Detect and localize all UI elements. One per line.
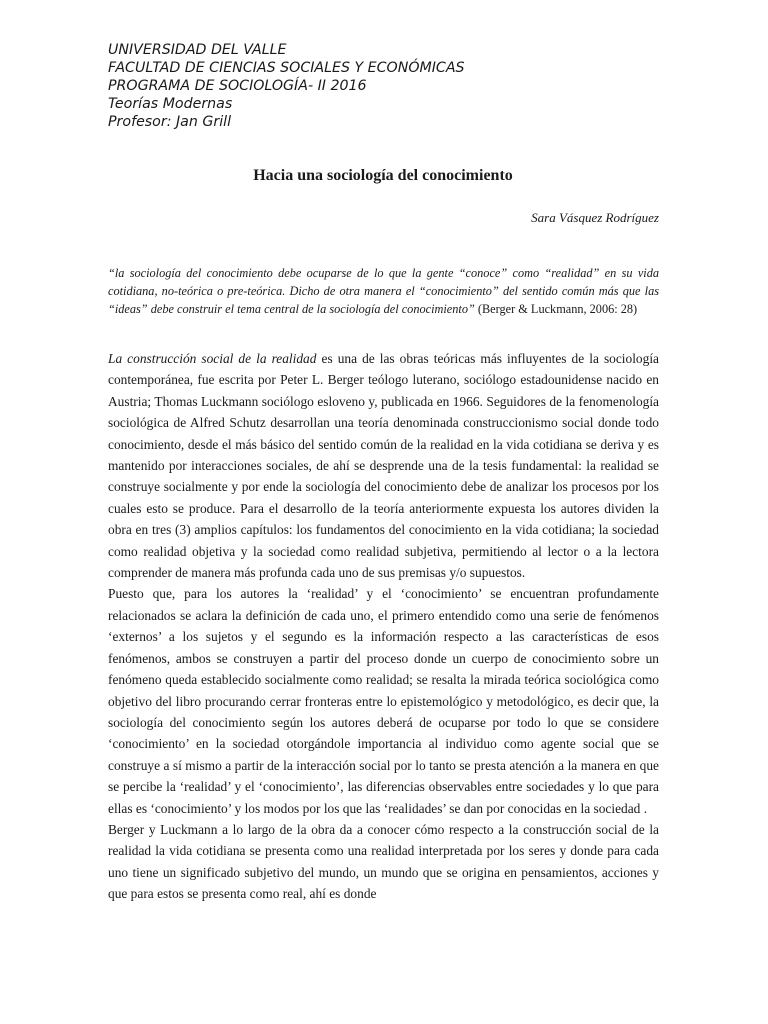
- epigraph: [108, 264, 659, 318]
- header-faculty: FACULTAD DE CIENCIAS SOCIALES Y ECONÓMICAS: [108, 60, 465, 76]
- body-paragraph-1-text: es una de las obras teóricas más influyentes de la sociología contemporánea, fue escrita por Peter L. Berger teólogo luterano, sociólogo estadounidense nacido en Austria; Thomas Luckmann sociólogo esloveno y, publicada en 1966. Seguidores de la fenomenología sociológica de Alfred Schutz desarrollan una teoría denominada construccionismo social donde todo conocimiento, desde el más básico del sentido común de la realidad en la vida cotidiana se deriva y es mantenido por interacciones sociales, de ahí se desprende una de la tesis fundamental: la realidad se construye socialmente y por ende la sociología del conocimiento debe de analizar los procesos por los cuales esto se produce. Para el desarrollo de la teoría anteriormente expuesta los autores dividen la obra en tres (3) amplios capítulos: los fundamentos del conocimiento en la vida cotidiana; la sociedad como realidad objetiva y la sociedad como realidad subjetiva, permitiendo al lector o a la lectora comprender de manera más profunda cada uno de sus premisas y/o supuestos.: [108, 351, 659, 581]
- document-author: Sara Vásquez Rodríguez: [531, 210, 659, 225]
- book-title: La construcción social de la realidad: [108, 351, 317, 366]
- document-body: [108, 348, 659, 905]
- header-professor: Profesor: Jan Grill: [108, 114, 232, 130]
- header-course: Teorías Modernas: [108, 96, 233, 112]
- body-paragraph-2: Puesto que, para los autores la ‘realidad’ y el ‘conocimiento’ se encuentran profundamente relacionados se aclara la definición de cada uno, el primero entendido como una serie de fenómenos ‘externos’ a los sujetos y el segundo es la información respecto a las características de esos fenómenos, ambos se construyen a partir del proceso donde un cuerpo de conocimiento sobre un fenómeno queda establecido socialmente como realidad; se resalta la mirada teórica sociológica como objetivo del libro procurando cerrar fronteras entre lo epistemológico y metodológico, es decir que, la sociología del conocimiento según los autores deberá de ocuparse por todo lo que se considere ‘conocimiento’ en la sociedad otorgándole importancia al individuo como agente social que se construye a sí mismo a partir de la interacción social por lo tanto se presta atención a la manera en que se percibe la ‘realidad’ y el ‘conocimiento’, las diferencias observables entre sociedades y lo que para ellas es ‘conocimiento’ y los modos por los que las ‘realidades’ se dan por conocidas en la sociedad .: [108, 586, 659, 816]
- body-paragraph-1: [108, 348, 659, 583]
- epigraph-quote: “la sociología del conocimiento debe ocuparse de lo que la gente “conoce” como “realidad” en su vida cotidiana, no-teórica o pre-teórica. Dicho de otra manera el “conocimiento” del sentido común más que las “ideas” debe construir el tema central de la sociología del conocimiento”: [108, 266, 659, 316]
- body-paragraph-3: Berger y Luckmann a lo largo de la obra da a conocer cómo respecto a la construcción social de la realidad la vida cotidiana se presenta como una realidad interpretada por los seres y donde para cada uno tiene un significado subjetivo del mundo, un mundo que se origina en pensamientos, acciones y que para estos se presenta como real, ahí es donde: [108, 821, 659, 902]
- header-program: PROGRAMA DE SOCIOLOGÍA- II 2016: [108, 78, 367, 94]
- document-header: [108, 41, 668, 131]
- header-university: UNIVERSIDAD DEL VALLE: [108, 42, 287, 58]
- epigraph-citation: (Berger & Luckmann, 2006: 28): [474, 302, 638, 316]
- document-title: Hacia una sociología del conocimiento: [253, 167, 513, 184]
